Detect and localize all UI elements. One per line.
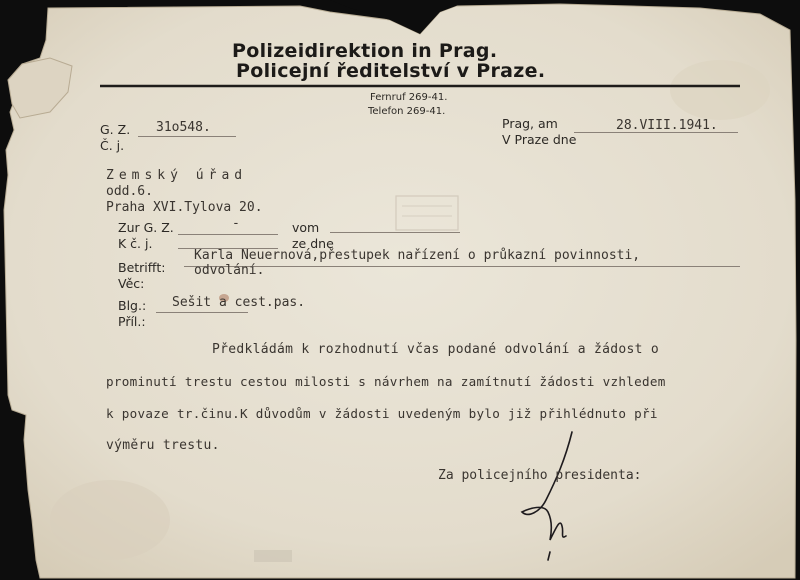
addressee-line-2: odd.6. <box>106 184 153 199</box>
phone-telefon: Telefon 269-41. <box>368 106 446 117</box>
body-line-1: Předkládám k rozhodnutí včas podané odvolání a žádost o <box>212 342 659 357</box>
date-value: 28.VIII.1941. <box>616 118 718 133</box>
subject-underline <box>184 266 740 267</box>
vom-underline <box>330 232 460 233</box>
zur-gz-underline <box>178 234 278 235</box>
addressee-line-1: Zemský úřad <box>106 168 248 183</box>
enclosure-underline <box>156 312 248 313</box>
vom-label: vom <box>292 220 320 235</box>
subject-line-2: odvolání. <box>194 263 265 278</box>
gz-underline <box>138 136 236 137</box>
addressee-line-3: Praha XVI.Tylova 20. <box>106 200 263 215</box>
letterhead-czech: Policejní ředitelství v Praze. <box>236 60 546 82</box>
subject-line-1: Karla Neuernová,přestupek nařízení o průkazní povinnosti, <box>194 248 641 263</box>
closing-line: Za policejního presidenta: <box>438 468 642 483</box>
body-line-3: k povaze tr.činu.K důvodům v žádosti uvedeným bylo již přihlédnuto při <box>106 406 658 421</box>
gz-value: 31o548. <box>156 120 211 135</box>
zur-gz-label: Zur G. Z. <box>118 220 174 235</box>
zur-gz-value: - <box>232 216 240 231</box>
date-underline <box>574 132 738 133</box>
ze-dne-label: ze dne <box>292 236 334 251</box>
subject-label-german: Betrifft: <box>118 260 166 275</box>
enclosure-value: Sešit a cest.pas. <box>172 295 306 310</box>
place-label-german: Prag, am <box>502 116 558 131</box>
body-line-4: výměru trestu. <box>106 438 220 453</box>
gz-label: G. Z. <box>100 122 131 137</box>
enclosure-label-german: Blg.: <box>118 298 147 313</box>
cj-label: Č. j. <box>100 138 125 153</box>
kcj-label: K č. j. <box>118 236 153 251</box>
body-line-2: prominutí trestu cestou milosti s návrhem na zamítnutí žádosti vzhledem <box>106 374 666 389</box>
subject-label-czech: Věc: <box>118 276 145 291</box>
enclosure-label-czech: Příl.: <box>118 314 146 329</box>
place-label-czech: V Praze dne <box>502 132 577 147</box>
letterhead-german: Polizeidirektion in Prag. <box>232 40 498 62</box>
phone-fernruf: Fernruf 269-41. <box>370 92 448 103</box>
